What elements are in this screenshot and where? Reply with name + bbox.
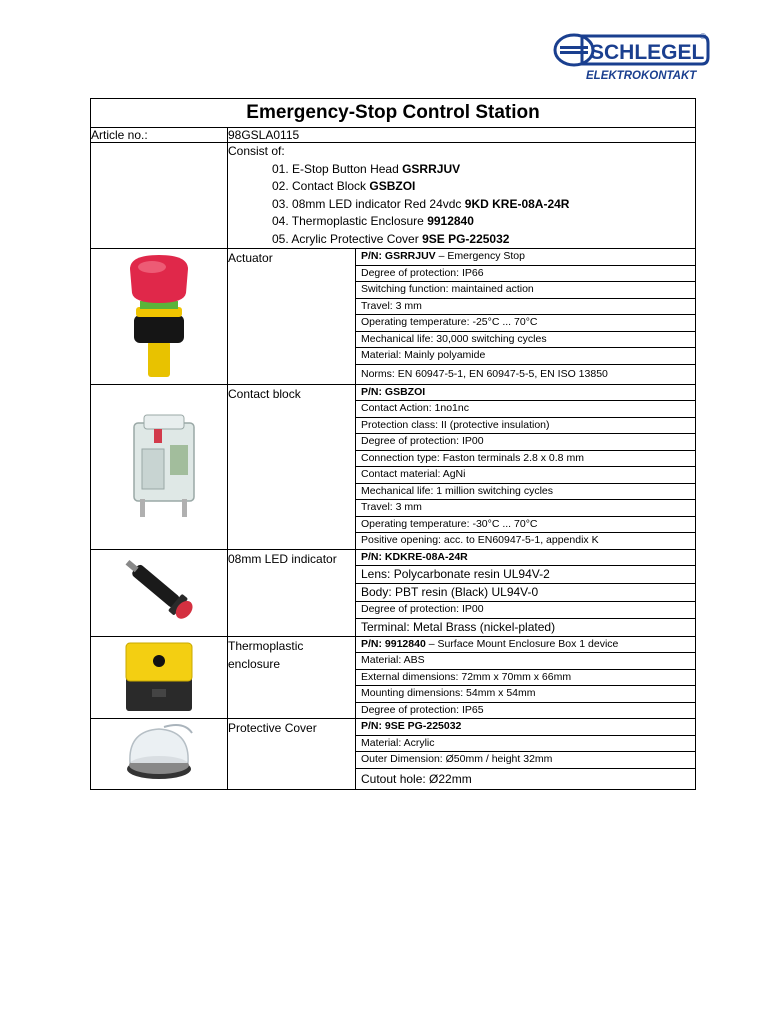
schlegel-logo [552, 30, 712, 84]
actuator-specs [356, 249, 696, 385]
empty-cell [91, 143, 228, 249]
spec-row: Mechanical life: 30,000 switching cycles [356, 331, 695, 348]
enclosure-label: Thermoplastic enclosure [228, 636, 356, 719]
spec-row: P/N: KDKRE-08A-24R [356, 550, 695, 566]
cover-image [91, 719, 228, 790]
spec-row: Material: Acrylic [356, 735, 695, 752]
enclosure-specs [356, 636, 696, 719]
spec-row: Contact Action: 1no1nc [356, 401, 695, 418]
spec-row: Body: PBT resin (Black) UL94V-0 [356, 584, 695, 602]
spec-row: Outer Dimension: Ø50mm / height 32mm [356, 752, 695, 769]
protective-cover-icon [114, 719, 204, 785]
consist-item: 03. 08mm LED indicator Red 24vdc 9KD KRE-08A-24R [272, 196, 570, 211]
cover-label: Protective Cover [228, 719, 356, 790]
page-title: Emergency-Stop Control Station [91, 99, 696, 128]
led-indicator-image [91, 549, 228, 636]
consist-list [228, 143, 696, 249]
cover-specs [356, 719, 696, 790]
contact-block-label: Contact block [228, 384, 356, 549]
enclosure-icon [114, 637, 204, 717]
article-value: 98GSLA0115 [228, 128, 696, 143]
spec-row: Lens: Polycarbonate resin UL94V-2 [356, 566, 695, 584]
spec-row: Degree of protection: IP00 [356, 602, 695, 619]
estop-button-icon [114, 249, 204, 383]
led-indicator-specs [356, 549, 696, 636]
spec-row: P/N: GSRRJUV – Emergency Stop [356, 249, 695, 265]
spec-row: Operating temperature: -25°C ... 70°C [356, 315, 695, 332]
spec-row: Terminal: Metal Brass (nickel-plated) [361, 619, 556, 634]
brand-reg: ® [700, 32, 706, 41]
spec-row: Operating temperature: -30°C ... 70°C [356, 516, 695, 533]
spec-row: Cutout hole: Ø22mm [361, 771, 472, 786]
spec-row: Mechanical life: 1 million switching cycles [356, 483, 695, 500]
led-indicator-icon [109, 550, 209, 632]
actuator-label: Actuator [228, 249, 356, 385]
spec-row: P/N: GSBZOI [356, 385, 695, 401]
spec-row: P/N: 9912840 – Surface Mount Enclosure Box 1 device [356, 637, 695, 653]
consist-item: 05. Acrylic Protective Cover 9SE PG-225032 [272, 231, 510, 246]
spec-table [90, 98, 696, 790]
spec-row: External dimensions: 72mm x 70mm x 66mm [356, 669, 695, 686]
actuator-image [91, 249, 228, 385]
spec-row: Degree of protection: IP00 [356, 434, 695, 451]
spec-row: Material: ABS [356, 653, 695, 670]
brand-sub: ELEKTROKONTAKT [586, 70, 697, 82]
spec-row: Travel: 3 mm [356, 298, 695, 315]
spec-row: Contact material: AgNi [356, 467, 695, 484]
consist-item: 01. E-Stop Button Head GSRRJUV [272, 161, 461, 176]
spec-row: P/N: 9SE PG-225032 [356, 719, 695, 735]
consist-heading: Consist of: [228, 144, 285, 158]
spec-row: Norms: EN 60947-5-1, EN 60947-5-5, EN ISO 13850 [361, 367, 608, 380]
enclosure-image [91, 636, 228, 719]
spec-row: Switching function: maintained action [356, 282, 695, 299]
article-label: Article no.: [91, 128, 228, 143]
brand-name: SCHLEGEL [590, 41, 705, 64]
spec-sheet [90, 98, 695, 790]
spec-row: Protection class: II (protective insulation) [356, 417, 695, 434]
consist-item: 02. Contact Block GSBZOI [272, 179, 416, 193]
spec-row: Mounting dimensions: 54mm x 54mm [356, 686, 695, 703]
spec-row: Degree of protection: IP65 [361, 703, 484, 716]
spec-row: Material: Mainly polyamide [356, 348, 695, 365]
spec-row: Travel: 3 mm [356, 500, 695, 517]
spec-row: Connection type: Faston terminals 2.8 x 0.8 mm [356, 450, 695, 467]
contact-block-image [91, 384, 228, 549]
spec-row: Degree of protection: IP66 [356, 265, 695, 282]
led-indicator-label: 08mm LED indicator [228, 549, 356, 636]
contact-block-specs [356, 384, 696, 549]
consist-item: 04. Thermoplastic Enclosure 9912840 [272, 214, 474, 228]
contact-block-icon [114, 385, 204, 545]
spec-row: Positive opening: acc. to EN60947-5-1, appendix K [361, 534, 599, 546]
